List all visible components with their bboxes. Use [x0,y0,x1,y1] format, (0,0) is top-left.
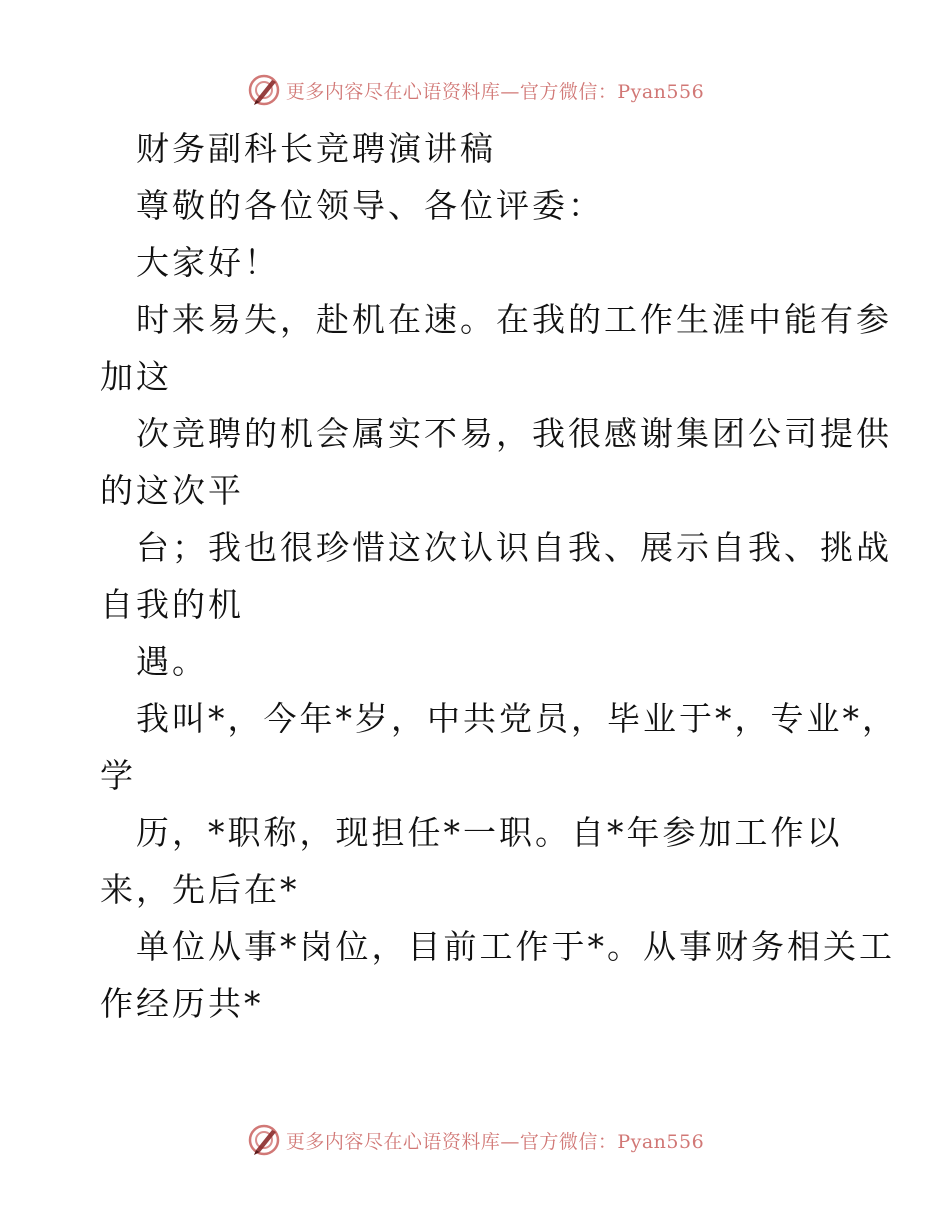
text-line: 学 [100,756,136,795]
text-line: 大家好！ [136,243,280,282]
text-line: 我叫*，今年*岁，中共党员，毕业于*，专业*， [136,699,898,738]
text-line: 次竞聘的机会属实不易，我很感谢集团公司提供 [136,414,892,453]
footer-watermark [0,1118,950,1162]
pen-logo-icon [246,1122,282,1158]
watermark-text: 更多内容尽在心语资料库—官方微信：Pyan556 [285,1130,705,1153]
text-line: 台；我也很珍惜这次认识自我、展示自我、挑战 [136,528,892,567]
text-line: 单位从事*岗位，目前工作于*。从事财务相关工 [136,927,895,966]
pen-logo-icon [246,72,282,108]
watermark-text: 更多内容尽在心语资料库—官方微信：Pyan556 [285,80,705,103]
text-line: 尊敬的各位领导、各位评委： [136,186,604,225]
text-line: 加这 [100,357,172,396]
header-watermark [0,68,950,112]
text-line: 遇。 [136,642,208,681]
text-line: 历，*职称，现担任*一职。自*年参加工作以 [136,813,843,852]
text-line: 来，先后在* [100,870,300,909]
text-line: 财务副科长竞聘演讲稿 [136,129,496,168]
document-body [100,120,898,1032]
text-line: 时来易失，赴机在速。在我的工作生涯中能有参 [136,300,892,339]
text-line: 的这次平 [100,471,244,510]
text-line: 自我的机 [100,585,244,624]
text-line: 作经历共* [100,984,264,1023]
